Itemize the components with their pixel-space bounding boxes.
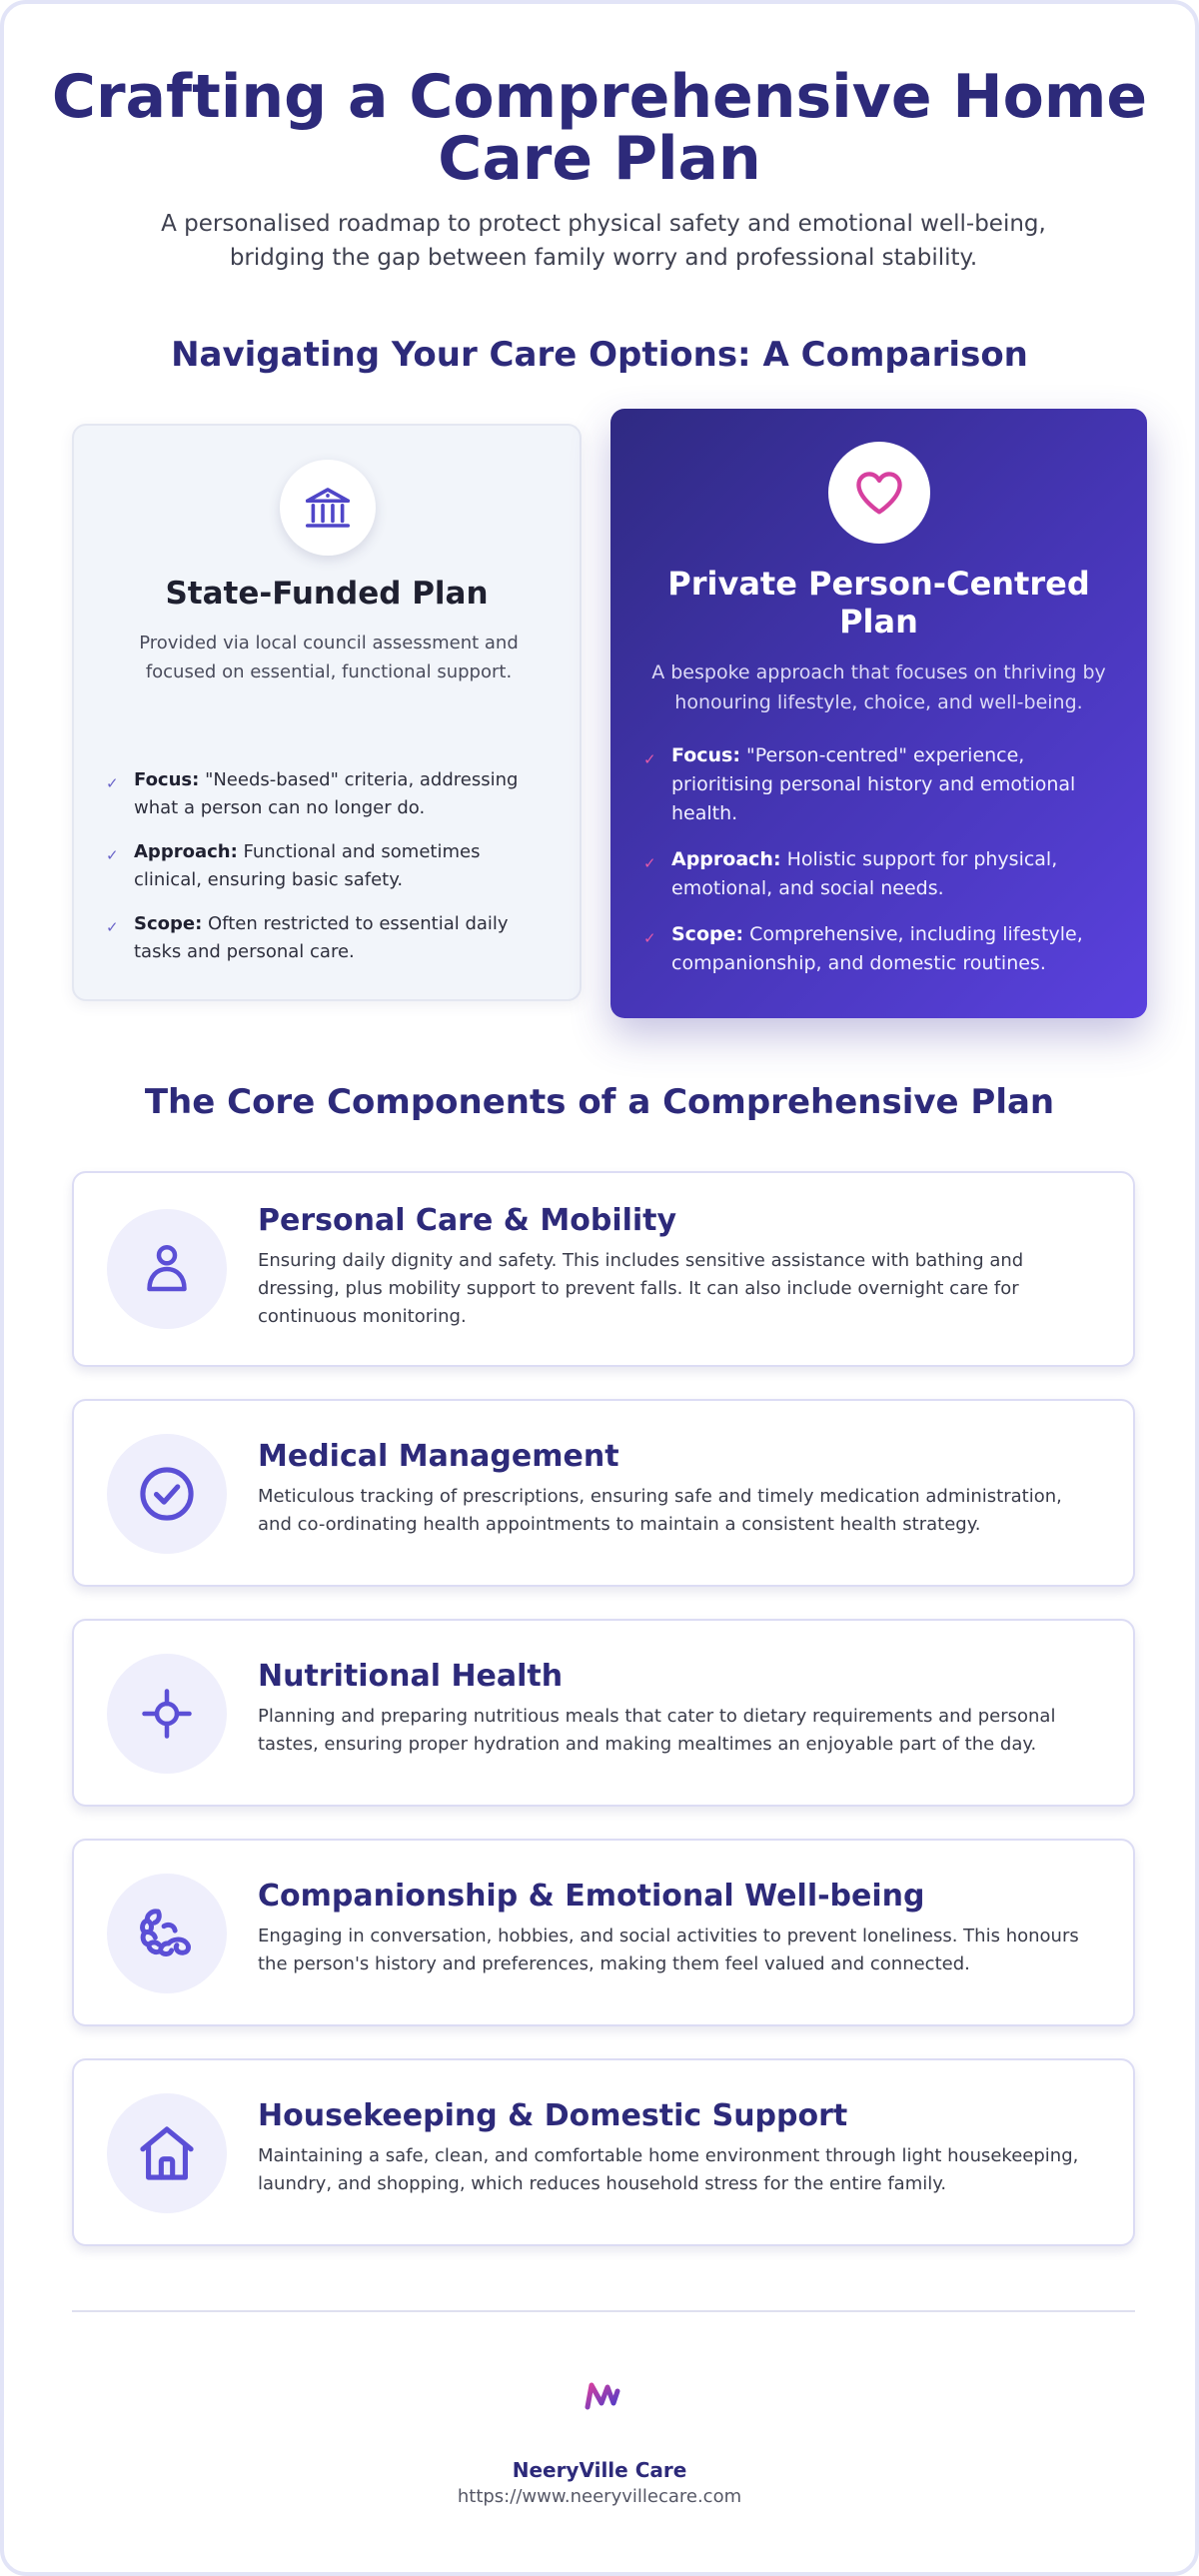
- footer-company-name: NeeryVille Care: [512, 2458, 687, 2482]
- home-icon: [107, 2093, 227, 2213]
- component-title: Medical Management: [258, 1439, 619, 1474]
- user-icon: [107, 1209, 227, 1329]
- component-card-personal-care: [72, 1171, 1135, 1367]
- list-item: ✓ Approach: Functional and sometimes clinical, ensuring basic safety.: [106, 841, 481, 890]
- check-circle-icon: [107, 1434, 227, 1554]
- component-description: Meticulous tracking of prescriptions, ensuring safe and timely medication administration, and co-ordinating health appointments to maintain a consistent health strategy.: [258, 1486, 1062, 1535]
- heart-icon: [828, 442, 930, 544]
- list-item: ✓ Scope: Often restricted to essential daily tasks and personal care.: [106, 913, 509, 962]
- footer-url-link[interactable]: https://www.neeryvillecare.com: [457, 2486, 742, 2507]
- list-item: ✓ Focus: "Person-centred" experience, prioritising personal history and emotional health.: [643, 744, 1076, 824]
- private-plan-description: A bespoke approach that focuses on thriving by honouring lifestyle, choice, and well-being.: [651, 661, 1106, 713]
- check-icon: ✓: [106, 918, 119, 936]
- page-title-line-2: Care Plan: [438, 124, 761, 194]
- state-funded-title: State-Funded Plan: [165, 576, 489, 612]
- component-description: Ensuring daily dignity and safety. This includes sensitive assistance with bathing and dressing, plus mobility support to prevent falls. It can also include overnight care for continuous monitoring.: [258, 1250, 1024, 1327]
- component-card-nutrition: [72, 1619, 1135, 1807]
- page-subtitle: A personalised roadmap to protect physical safety and emotional well-being, bridging the gap between family worry and professional stability.: [161, 211, 1046, 271]
- page-title: [4, 62, 1195, 194]
- check-icon: ✓: [106, 774, 119, 792]
- private-plan-title: Private Person-Centred Plan: [667, 565, 1090, 641]
- state-funded-bullets: [106, 766, 546, 982]
- components-heading: The Core Components of a Comprehensive Plan: [144, 1082, 1055, 1122]
- component-title: Personal Care & Mobility: [258, 1203, 677, 1238]
- list-item: ✓ Scope: Comprehensive, including lifestyle, companionship, and domestic routines.: [643, 923, 1083, 974]
- component-title: Housekeeping & Domestic Support: [258, 2098, 848, 2133]
- list-item: ✓ Approach: Holistic support for physical, emotional, and social needs.: [643, 848, 1058, 899]
- brain-icon: [107, 1874, 227, 1993]
- component-description: Maintaining a safe, clean, and comfortable home environment through light housekeeping, laundry, and shopping, which reduces household stress for the entire family.: [258, 2145, 1079, 2194]
- component-title: Nutritional Health: [258, 1659, 564, 1694]
- check-icon: ✓: [643, 750, 656, 768]
- comparison-heading: Navigating Your Care Options: A Comparison: [171, 335, 1028, 375]
- nutrition-icon: [107, 1654, 227, 1774]
- component-description: Engaging in conversation, hobbies, and social activities to prevent loneliness. This honours the person's history and preferences, making them feel valued and connected.: [258, 1926, 1079, 1974]
- neeryville-logo: [582, 2377, 625, 2415]
- list-item: ✓ Focus: "Needs-based" criteria, addressing what a person can no longer do.: [106, 769, 519, 818]
- check-icon: ✓: [643, 854, 656, 872]
- component-description: Planning and preparing nutritious meals that cater to dietary requirements and personal tastes, ensuring proper hydration and making mealtimes an enjoyable part of the day.: [258, 1706, 1056, 1755]
- component-card-housekeeping: [72, 2058, 1135, 2246]
- component-title: Companionship & Emotional Well-being: [258, 1879, 925, 1914]
- check-icon: ✓: [106, 846, 119, 864]
- state-funded-description: Provided via local council assessment and focused on essential, functional support.: [139, 633, 519, 682]
- state-funded-card: [72, 424, 582, 1001]
- footer-divider: [72, 2310, 1135, 2312]
- component-card-companionship: [72, 1839, 1135, 2026]
- private-plan-card: [610, 409, 1147, 1018]
- check-icon: ✓: [643, 929, 656, 947]
- private-plan-bullets: [643, 741, 1103, 995]
- component-card-medical: [72, 1399, 1135, 1587]
- page-title-line-1: Crafting a Comprehensive Home: [51, 62, 1148, 132]
- bank-icon: [280, 460, 376, 556]
